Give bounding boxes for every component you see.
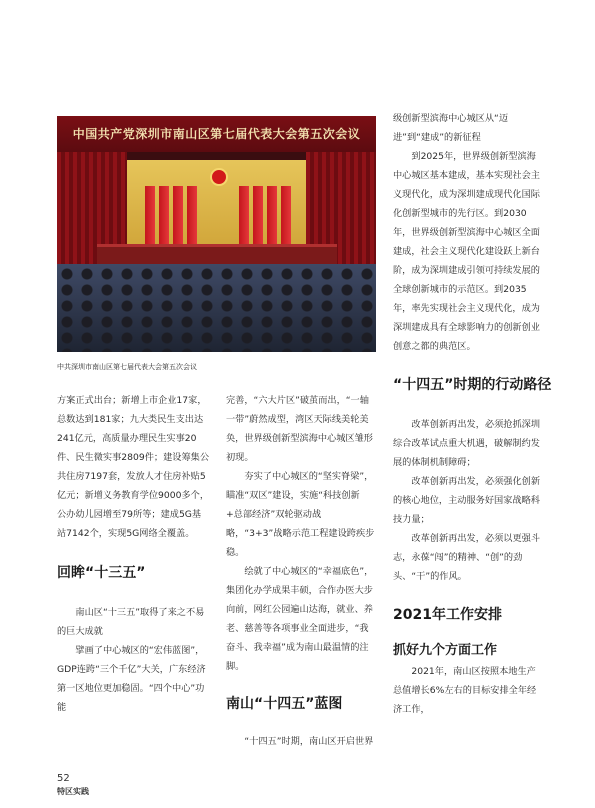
paragraph: 改革创新再出发，必须以更强斗志，永葆“闯”的精神、“创”的劲头、“干”的作风。 (393, 533, 541, 582)
audience-seats (57, 264, 376, 352)
conference-photo (57, 116, 376, 352)
red-flag (187, 186, 197, 246)
column-1 (57, 391, 209, 717)
red-flag (159, 186, 169, 246)
paragraph: 改革创新再出发，必须抢抓深圳综合改革试点重大机遇，破解制约发展的体制机制障碍； (393, 419, 541, 468)
paragraph: 级创新型滨海中心城区从“迈进”到“建成”的新征程 (393, 113, 509, 143)
red-flag (173, 186, 183, 246)
red-flag (253, 186, 263, 246)
paragraph: 南山区“十三五”取得了来之不易的巨大成就 (57, 607, 205, 637)
page-number: 52 (57, 773, 70, 784)
paragraph: 方案正式出台；新增上市企业17家，总数达到181家；九大类民生支出达241亿元，高质量办理民生实事20件、民生微实事2809件；建设筹集公共住房7197套，发放人才住房补贴5亿元；新增义务教育学位9000多个，公办幼儿园增至79所等；建成5G基站7142个，实现5G网络全覆盖。 (57, 395, 210, 539)
red-flag (281, 186, 291, 246)
column-2 (226, 391, 376, 751)
paragraph: 到2025年，世界级创新型滨海中心城区基本建成，基本实现社会主义现代化，成为深圳建成现代化国际化创新型城市的先行区。到2030年，世界级创新型滨海中心城区全面建成，社会主义现代化建设跃上新台阶，成为深圳建成引领可持续发展的全球创新城市的示范区。到2035年，率先实现社会主义现代化，成为深圳建成具有全球影响力的创新创业创意之都的典范区。 (393, 151, 540, 352)
paragraph: 完善，“六大片区”破茧而出，“一轴一带”蔚然成型，湾区天际线美轮美奂，世界级创新型滨海中心城区雏形初现。 (226, 395, 373, 463)
paragraph: 夯实了中心城区的“坚实脊梁”，瞄准“双区”建设，实施“科技创新+总部经济”双轮驱动战略，“3+3”战略示范工程建设跨疾步稳。 (226, 471, 375, 558)
paragraph: 绘就了中心城区的“幸福底色”，集团化办学成果丰硕，合作办医大步向前，网红公园遍山达海，就业、养老、慈善等各项事业全面进步，“我奋斗、我幸福”成为南山最温情的注脚。 (226, 566, 374, 672)
photo-caption: 中共深圳市南山区第七届代表大会第五次会议 (57, 363, 197, 371)
section-heading-review: 回眸“十三五” (57, 565, 146, 581)
photo-banner: 中国共产党深圳市南山区第七届代表大会第五次会议 (57, 116, 376, 152)
party-emblem-icon (210, 168, 228, 186)
publication-name: 特区实践 (57, 787, 89, 796)
paragraph: “十四五”时期，南山区开启世界 (244, 736, 374, 747)
column-3 (393, 109, 552, 719)
section-heading-path: “十四五”时期的行动路径 (393, 377, 552, 393)
paragraph: 2021年，南山区按照本地生产总值增长6%左右的目标安排全年经济工作， (393, 666, 537, 715)
red-flag (239, 186, 249, 246)
section-heading-2021: 2021年工作安排 (393, 607, 502, 623)
paragraph: 擘画了中心城区的“宏伟蓝图”，GDP连跨“三个千亿”大关，广东经济第一区地位更加稳固。“四个中心”功能 (57, 645, 206, 713)
section-heading-plan: 南山“十四五”蓝图 (226, 696, 343, 712)
subheading-nine-tasks: 抓好九个方面工作 (393, 643, 498, 658)
red-flag (145, 186, 155, 246)
paragraph: 改革创新再出发，必须强化创新的核心地位，主动服务好国家战略科技力量； (393, 476, 541, 525)
red-flag (267, 186, 277, 246)
